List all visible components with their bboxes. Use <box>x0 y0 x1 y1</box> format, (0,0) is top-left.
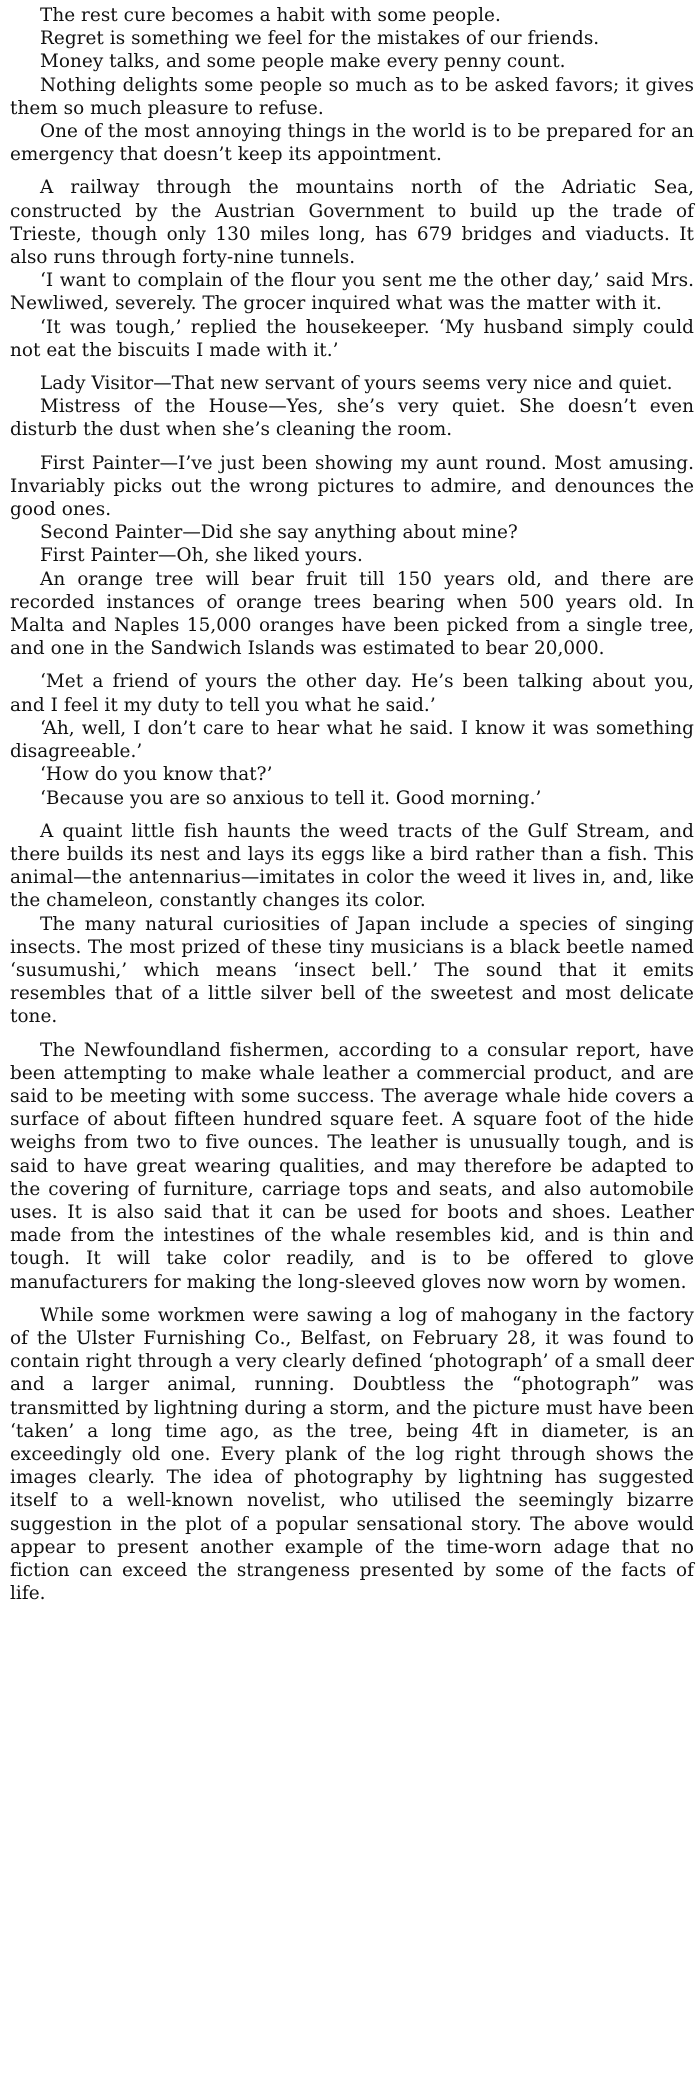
paragraph-lady-visitor: Lady Visitor—That new servant of yours seems very nice and quiet. <box>40 373 673 395</box>
paragraph-second-painter: Second Painter—Did she say anything about mine? <box>40 522 518 544</box>
paragraph-quaint-fish: A quaint little fish haunts the weed tracts of the Gulf Stream, and there builds its nest and lays its eggs like a bird rather than a fish. This animal—the antennarius—imitates in color the weed it lives in, and, like the chameleon, constantly changes its color. <box>10 820 694 912</box>
paragraph-first-painter: First Painter—I’ve just been showing my aunt round. Most amusing. Invariably picks out the wrong pictures to admire, and denounces the good ones. <box>10 452 694 521</box>
paragraph-mistress: Mistress of the House—Yes, she’s very quiet. She doesn’t even disturb the dust when she’s cleaning the room. <box>10 396 694 441</box>
paragraph-tough-biscuits: ‘It was tough,’ replied the housekeeper. ‘My husband simply could not eat the biscuits I made with it.’ <box>10 316 694 361</box>
paragraph-how-do-you-know: ‘How do you know that?’ <box>40 764 273 786</box>
paragraph-met-a-friend: ‘Met a friend of yours the other day. He’s been talking about you, and I feel it my duty to tell you what he said.’ <box>10 671 694 716</box>
paragraph-orange-tree: An orange tree will bear fruit till 150 years old, and there are recorded instances of orange trees bearing when 500 years old. In Malta and Naples 15,000 oranges have been picked from a single tree, and one in the Sandwich Islands was estimated to bear 20,000. <box>10 568 694 660</box>
paragraph-regret: Regret is something we feel for the mistakes of our friends. <box>40 28 600 50</box>
paragraph-whale-leather: The Newfoundland fishermen, according to a consular report, have been attempting to make whale leather a commercial product, and are said to be meeting with some success. The average whale hide covers a surface of about fifteen hundred square feet. A square foot of the hide weighs from two to five ounces. The leather is unusually tough, and is said to have great wearing qualities, and may therefore be adapted to the covering of furniture, carriage tops and seats, and also automobile uses. It is also said that it can be used for boots and shoes. Leather made from the intestines of the whale resembles kid, and is thin and tough. It will take color readily, and is to be offered to glove manufacturers for making the long-sleeved gloves now worn by women. <box>10 1039 694 1293</box>
paragraph-good-morning: ‘Because you are so anxious to tell it. Good morning.’ <box>40 787 542 809</box>
paragraph-dont-care: ‘Ah, well, I don’t care to hear what he said. I know it was something disagreeable.’ <box>10 717 694 763</box>
paragraph-flour-complaint: ‘I want to complain of the flour you sent me the other day,’ said Mrs. Newliwed, severely. The grocer inquired what was the matter with it. <box>10 270 694 315</box>
paragraph-rest-cure: The rest cure becomes a habit with some people. <box>40 5 501 26</box>
paragraph-money-talks: Money talks, and some people make every penny count. <box>40 51 566 73</box>
paragraph-railway: A railway through the mountains north of the Adriatic Sea, constructed by the Austrian Government to build up the trade of Trieste, though only 130 miles long, has 679 bridges and viaducts. It also runs through forty-nine tunnels. <box>10 177 694 269</box>
paragraph-emergency: One of the most annoying things in the world is to be prepared for an emergency that doesn’t keep its appointment. <box>10 121 694 166</box>
paragraph-singing-insects: The many natural curiosities of Japan include a species of singing insects. The most prized of these tiny musicians is a black beetle named ‘susumushi,’ which means ‘insect bell.’ The sound that it emits resembles that of a little silver bell of the sweetest and most delicate tone. <box>10 913 694 1028</box>
paragraph-lightning-photograph: While some workmen were sawing a log of mahogany in the factory of the Ulster Furnishing Co., Belfast, on February 28, it was found to contain right through a very clearly defined ‘photograph’ of a small deer and a larger animal, running. Doubtless the “photograph” was transmitted by lightning during a storm, and the picture must have been ‘taken’ a long time ago, as the tree, being 4ft in diameter, is an exceedingly old one. Every plank of the log right through shows the images clearly. The idea of photography by lightning has suggested itself to a well-known novelist, who utilised the seemingly bizarre suggestion in the plot of a popular sensational story. The above would appear to present another example of the time-worn adage that no fiction can exceed the strangeness presented by some of the facts of life. <box>10 1304 694 1605</box>
paragraph-favors: Nothing delights some people so much as to be asked favors; it gives them so much pleasure to refuse. <box>10 74 694 119</box>
paragraph-first-painter-reply: First Painter—Oh, she liked yours. <box>40 545 363 567</box>
